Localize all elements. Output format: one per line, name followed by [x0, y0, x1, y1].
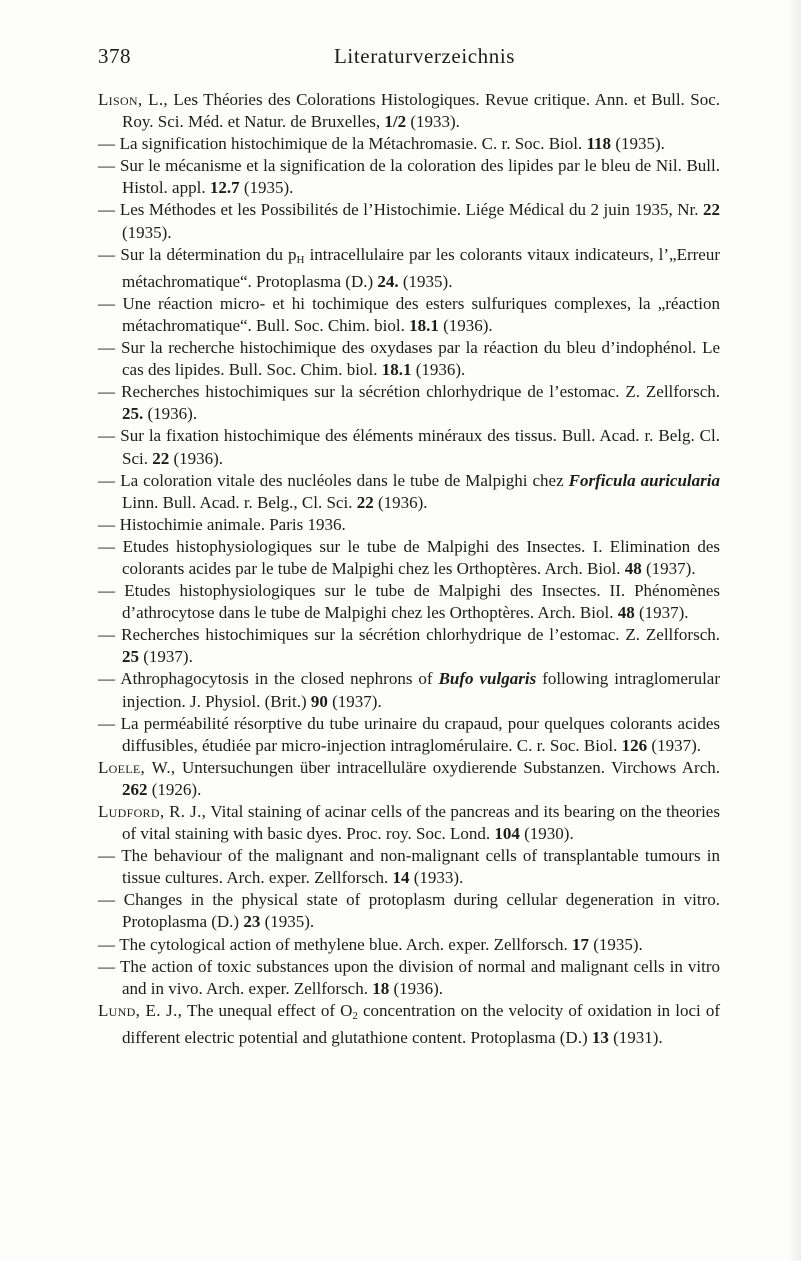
- reference-text: Etudes histophysiologiques sur le tube de Malpighi des Insectes. I. Elimination des colorants acides par le tube de Malpighi chez les Orthoptères. Arch. Biol.: [122, 536, 721, 578]
- reference-subscript: H: [296, 253, 305, 266]
- reference-text-continued: concentration on the velocity of oxidation in loci of different electric potential and glutathione content. Protoplasma (D.): [122, 1000, 721, 1047]
- reference-author: —: [98, 470, 116, 490]
- reference-list: [98, 89, 720, 1049]
- page-edge-shadow: [787, 0, 801, 1261]
- reference-author: —: [98, 514, 116, 534]
- reference-year: (1935).: [243, 178, 294, 198]
- reference-year: (1936).: [393, 978, 444, 998]
- reference-text: Une réaction micro- et hi tochimique des esters sulfuriques complexes, la „réaction métachromatique“. Bull. Soc. Chim. biol.: [122, 293, 721, 335]
- reference-entry: [98, 470, 720, 514]
- reference-year: (1935).: [615, 134, 665, 154]
- reference-entry: [98, 536, 720, 580]
- reference-text: Untersuchungen über intracelluläre oxydierende Substanzen. Virchows Arch.: [181, 757, 720, 777]
- reference-year: (1930).: [524, 824, 574, 844]
- reference-author: —: [98, 426, 116, 446]
- reference-text: Les Théories des Colorations Histologiques. Revue critique. Ann. et Bull. Soc. Roy. Sci. Méd. et Natur. de Bruxelles,: [122, 90, 720, 132]
- reference-volume: 18: [372, 978, 390, 998]
- reference-text: La signification histochimique de la Métachromasie. C. r. Soc. Biol.: [119, 134, 583, 154]
- reference-entry: [98, 801, 720, 845]
- reference-author: Loele, W.,: [98, 757, 176, 777]
- reference-text: Recherches histochimiques sur la sécrétion chlorhydrique de l’estomac. Z. Zellforsch.: [121, 382, 721, 402]
- reference-entry: [98, 244, 720, 293]
- reference-volume: 23: [243, 912, 261, 932]
- reference-author: —: [98, 669, 116, 689]
- reference-year: (1937).: [332, 691, 382, 711]
- reference-volume: 1/2: [384, 112, 407, 132]
- reference-author: —: [98, 382, 116, 402]
- reference-text: Recherches histochimiques sur la sécrétion chlorhydrique de l’estomac. Z. Zellforsch.: [121, 625, 721, 645]
- reference-author: —: [98, 200, 116, 220]
- reference-entry: [98, 514, 720, 536]
- reference-author: —: [98, 625, 116, 645]
- reference-text-continued: Linn. Bull. Acad. r. Belg., Cl. Sci.: [122, 492, 353, 512]
- reference-text: Sur la recherche histochimique des oxydases par la réaction du bleu d’indophénol. Le cas des lipides. Bull. Soc. Chim. biol.: [120, 338, 721, 380]
- reference-text: Les Méthodes et les Possibilités de l’Histochimie. Liége Médical du 2 juin 1935, Nr.: [119, 200, 699, 220]
- reference-author: Lison, L.,: [98, 90, 168, 109]
- reference-entry: [98, 155, 720, 199]
- reference-volume: 17: [571, 934, 589, 954]
- page-header: [98, 44, 718, 74]
- reference-year: (1926).: [151, 779, 202, 799]
- reference-author: —: [98, 134, 116, 154]
- reference-entry: [98, 293, 720, 337]
- reference-volume: 104: [494, 824, 520, 844]
- reference-text: Athrophagocytosis in the closed nephrons of: [120, 669, 433, 689]
- page-number: 378: [98, 44, 131, 68]
- reference-entry: [98, 713, 720, 757]
- reference-volume: 25.: [122, 404, 144, 424]
- reference-text: The behaviour of the malignant and non-malignant cells of transplantable tumours in tissue cultures. Arch. exper. Zellforsch.: [121, 846, 720, 888]
- reference-entry: [98, 845, 720, 889]
- reference-volume: 18.1: [409, 315, 439, 335]
- reference-year: (1936).: [173, 448, 224, 468]
- reference-volume: 48: [617, 603, 635, 623]
- reference-text: Vital staining of acinar cells of the pancreas and its bearing on the theories of vital staining with basic dyes. Proc. roy. Soc. Lond.: [122, 802, 720, 844]
- reference-year: (1937).: [638, 603, 689, 623]
- reference-text: Changes in the physical state of protoplasm during cellular degeneration in vitro. Protoplasma (D.): [122, 890, 721, 932]
- reference-volume: 24.: [377, 271, 399, 291]
- reference-text: Sur la fixation histochimique des éléments minéraux des tissus. Bull. Acad. r. Belg. Cl. Sci.: [120, 426, 720, 468]
- reference-text-continued: following intraglomerular injection. J. Physiol. (Brit.): [122, 669, 721, 711]
- reference-year: (1936).: [377, 492, 428, 512]
- reference-volume: 22: [703, 200, 721, 220]
- reference-author: —: [98, 156, 116, 176]
- reference-author: —: [98, 244, 116, 264]
- reference-author: —: [98, 338, 116, 358]
- reference-text: Sur la détermination du p: [120, 244, 297, 264]
- reference-year: (1936).: [147, 404, 198, 424]
- reference-text-continued: intracellulaire par les colorants vitaux indicateurs, l’„Erreur métachromatique“. Protoplasma (D.): [122, 244, 721, 291]
- reference-text: La perméabilité résorptive du tube urinaire du crapaud, pour quelques colorants acides diffusibles, étudiée par micro-injection intraglomérulaire. C. r. Soc. Biol.: [120, 713, 721, 755]
- reference-text: Etudes histophysiologiques sur le tube de Malpighi des Insectes. II. Phénomènes d’athrocytose dans le tube de Malpighi chez les Orthoptères. Arch. Biol.: [122, 581, 721, 623]
- reference-entry: [98, 199, 720, 243]
- reference-text: The unequal effect of O: [186, 1000, 353, 1020]
- reference-entry: [98, 337, 720, 381]
- reference-year: (1937).: [651, 735, 701, 755]
- reference-volume: 262: [122, 779, 148, 799]
- reference-author: —: [98, 956, 116, 976]
- reference-volume: 18.1: [381, 360, 412, 380]
- reference-species-name: Forficula auricularia: [568, 470, 720, 490]
- reference-author: —: [98, 934, 116, 954]
- reference-entry: [98, 133, 720, 155]
- reference-text: Sur le mécanisme et la signification de la coloration des lipides par le bleu de Nil. Bull. Histol. appl.: [119, 156, 720, 198]
- reference-year: (1936).: [443, 315, 493, 335]
- reference-volume: 126: [621, 735, 648, 755]
- reference-entry: [98, 889, 720, 933]
- reference-text: La coloration vitale des nucléoles dans le tube de Malpighi chez: [120, 470, 564, 490]
- reference-author: —: [98, 890, 116, 910]
- reference-year: (1933).: [413, 868, 464, 888]
- reference-entry: [98, 425, 720, 469]
- reference-volume: 118: [586, 134, 612, 154]
- reference-author: —: [98, 713, 116, 733]
- reference-text: The cytological action of methylene blue. Arch. exper. Zellforsch.: [119, 934, 568, 954]
- reference-volume: 22: [152, 448, 170, 468]
- reference-volume: 48: [624, 558, 642, 578]
- reference-entry: [98, 89, 720, 133]
- reference-volume: 13: [591, 1027, 609, 1047]
- running-title: Literaturverzeichnis: [334, 44, 516, 68]
- reference-volume: 25: [122, 647, 139, 667]
- reference-entry: [98, 668, 720, 712]
- reference-year: (1937).: [143, 647, 193, 667]
- reference-species-name: Bufo vulgaris: [438, 669, 537, 689]
- reference-text: Histochimie animale. Paris 1936.: [119, 514, 346, 534]
- reference-year: (1936).: [415, 360, 466, 380]
- reference-volume: 90: [310, 691, 328, 711]
- reference-entry: [98, 381, 720, 425]
- reference-author: —: [98, 536, 116, 556]
- reference-author: Ludford, R. J.,: [98, 802, 207, 821]
- reference-text: The action of toxic substances upon the division of normal and malignant cells in vitro and in vivo. Arch. exper. Zellforsch.: [120, 956, 720, 998]
- reference-entry: [98, 580, 720, 624]
- reference-year: (1935).: [593, 934, 643, 954]
- reference-year: (1933).: [410, 112, 460, 132]
- reference-volume: 12.7: [209, 178, 240, 198]
- reference-entry: [98, 757, 720, 801]
- reference-year: (1937).: [646, 558, 696, 578]
- reference-entry: [98, 624, 720, 668]
- reference-author: —: [98, 846, 116, 866]
- reference-year: (1935).: [402, 271, 453, 291]
- reference-year: (1931).: [613, 1027, 663, 1047]
- reference-entry: [98, 934, 720, 956]
- reference-volume: 22: [356, 492, 374, 512]
- reference-year: (1935).: [122, 222, 172, 242]
- reference-subscript: 2: [352, 1009, 358, 1022]
- reference-year: (1935).: [264, 912, 315, 932]
- reference-volume: 14: [392, 868, 410, 888]
- reference-author: —: [98, 293, 116, 313]
- reference-author: Lund, E. J.,: [98, 1000, 183, 1020]
- reference-entry: [98, 956, 720, 1000]
- reference-author: —: [98, 581, 116, 601]
- reference-entry: [98, 1000, 720, 1049]
